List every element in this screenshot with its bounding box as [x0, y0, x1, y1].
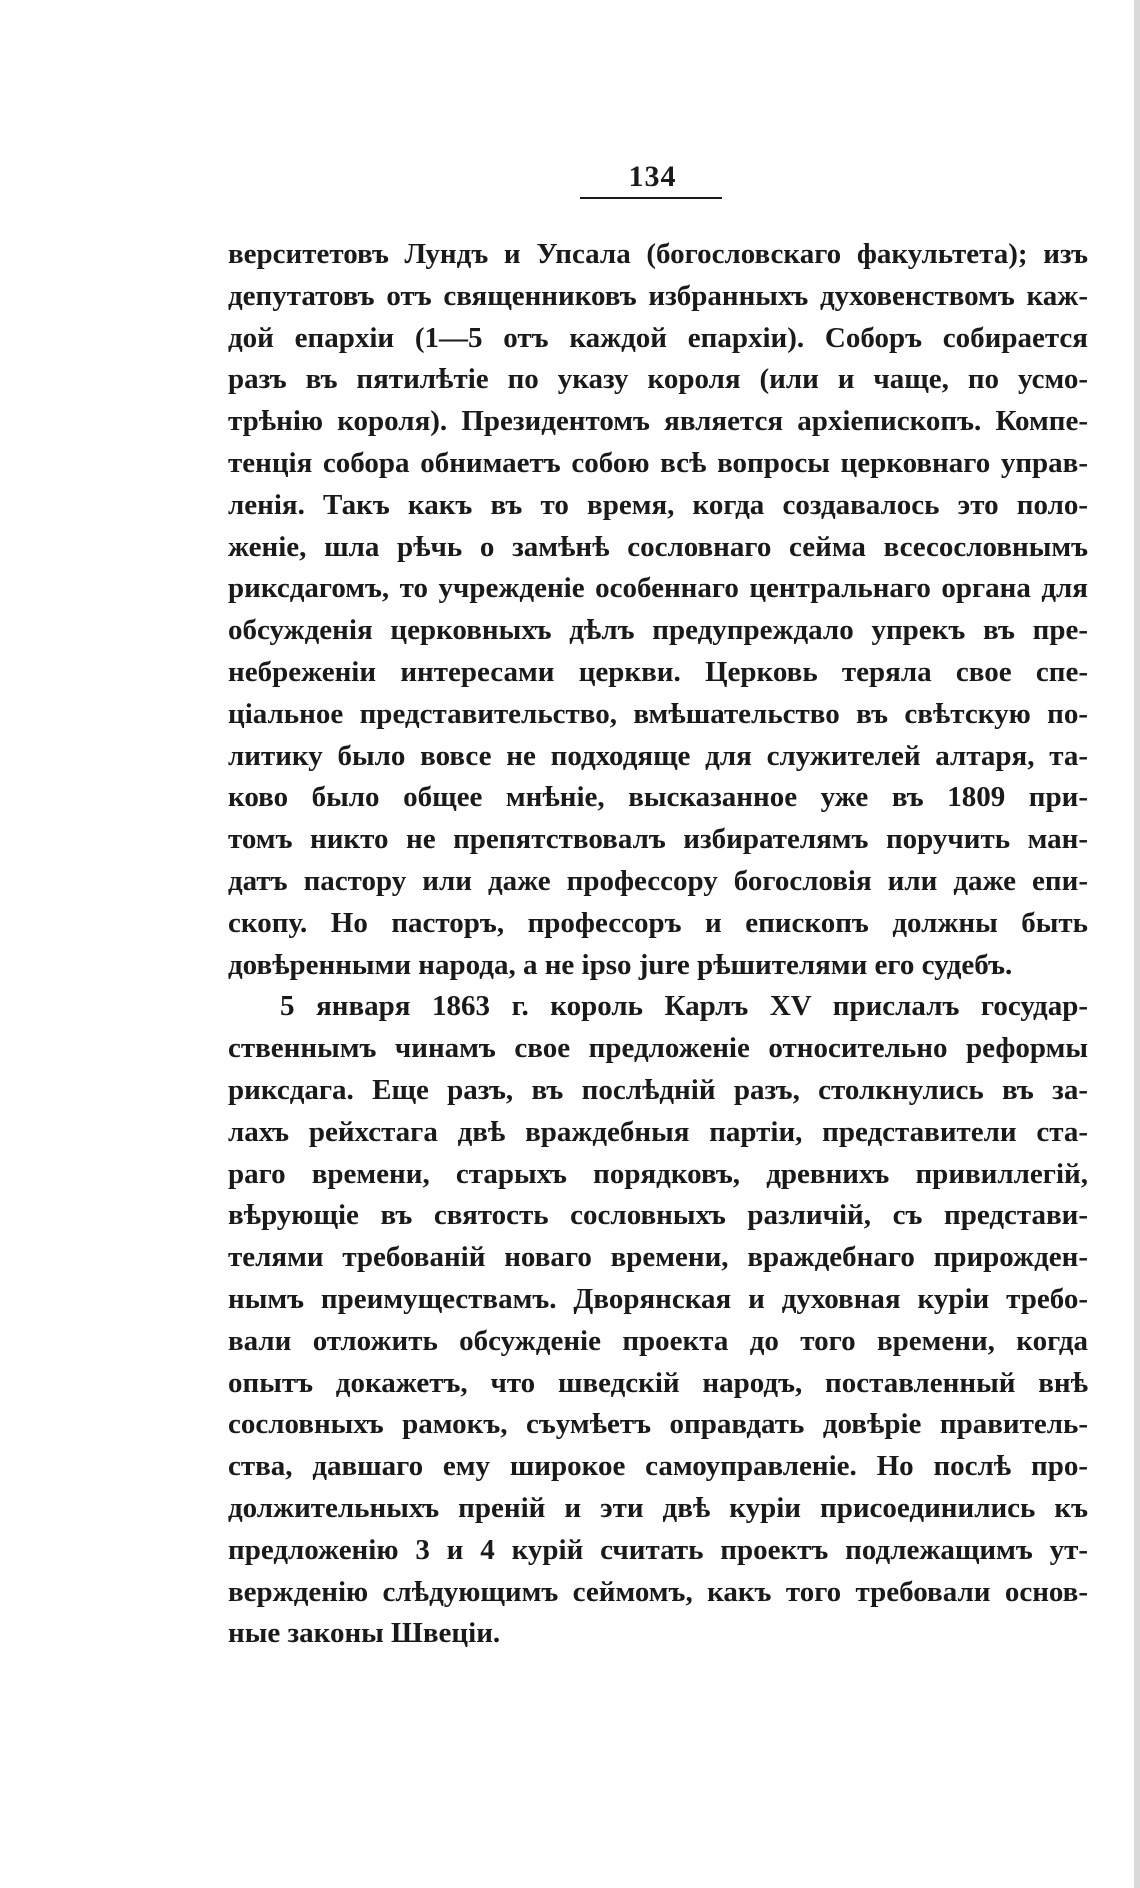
- text-line: тенція собора обнимаетъ собою всѣ вопросы церковнаго управ-: [228, 446, 1088, 479]
- text-line: женіе, шла рѣчь о замѣнѣ сословнаго сейма всесословнымъ: [228, 530, 1088, 563]
- text-line: ственнымъ чинамъ свое предложеніе относительно реформы: [228, 1032, 1088, 1065]
- text-line: ные законы Швеціи.: [228, 1617, 501, 1650]
- text-line: ленія. Такъ какъ въ то время, когда создавалось это поло-: [228, 488, 1088, 521]
- text-line: должительныхъ преній и эти двѣ куріи присоединились къ: [228, 1491, 1088, 1524]
- text-line: лахъ рейхстага двѣ враждебныя партіи, представители ста-: [228, 1115, 1088, 1148]
- text-line: нымъ преимуществамъ. Дворянская и духовная куріи требо-: [228, 1282, 1088, 1315]
- text-line: риксдагомъ, то учрежденіе особеннаго центральнаго органа для: [228, 572, 1088, 605]
- text-line: верситетовъ Лундъ и Упсала (богословскаго факультета); изъ: [228, 238, 1088, 270]
- text-line: томъ никто не препятствовалъ избирателямъ поручить ман-: [228, 823, 1088, 856]
- text-line: депутатовъ отъ священниковъ избранныхъ духовенствомъ каж-: [228, 279, 1088, 312]
- text-line: дой епархіи (1—5 отъ каждой епархіи). Соборъ собирается: [228, 321, 1088, 354]
- text-line: разъ въ пятилѣтіе по указу короля (или и чаще, по усмо-: [228, 363, 1088, 396]
- text-line: вали отложить обсужденіе проекта до того времени, когда: [228, 1324, 1088, 1357]
- text-line: вѣрующіе въ святость сословныхъ различій, съ представи-: [228, 1199, 1088, 1232]
- text-line: опытъ докажетъ, что шведскій народъ, поставленный внѣ: [228, 1366, 1088, 1399]
- body-text: [228, 234, 1088, 1655]
- text-line: скопу. Но пасторъ, профессоръ и епископъ должны быть: [228, 906, 1088, 939]
- text-line: сословныхъ рамокъ, съумѣетъ оправдать довѣріе правитель-: [228, 1408, 1088, 1441]
- page-number-rule: [580, 197, 722, 199]
- text-line: вержденію слѣдующимъ сеймомъ, какъ того требовали основ-: [228, 1575, 1088, 1608]
- text-line: датъ пастору или даже профессору богословія или даже епи-: [228, 864, 1088, 897]
- text-line: риксдага. Еще разъ, въ послѣдній разъ, столкнулись въ за-: [228, 1073, 1088, 1106]
- text-line: трѣнію короля). Президентомъ является архіепископъ. Компе-: [228, 405, 1088, 438]
- page-number: 134: [628, 160, 677, 193]
- page-edge-shadow: [1134, 0, 1140, 1888]
- text-line: ково было общее мнѣніе, высказанное уже въ 1809 при-: [228, 781, 1088, 814]
- text-line: довѣренными народа, а не ipso jure рѣшителями его судебъ.: [228, 948, 1013, 981]
- text-line: небреженіи интересами церкви. Церковь теряла свое спе-: [228, 655, 1088, 688]
- text-line: раго времени, старыхъ порядковъ, древнихъ привиллегій,: [228, 1157, 1088, 1190]
- text-line: ціальное представительство, вмѣшательство въ свѣтскую по-: [228, 697, 1088, 730]
- text-line: литику было вовсе не подходяще для служителей алтаря, та-: [228, 739, 1088, 772]
- paragraph-first-line: 5 января 1863 г. король Карлъ XV прислалъ государ-: [280, 990, 1088, 1023]
- text-line: ства, давшаго ему широкое самоуправленіе. Но послѣ про-: [228, 1450, 1088, 1483]
- text-line: предложенію 3 и 4 курій считать проектъ подлежащимъ ут-: [228, 1533, 1088, 1566]
- text-line: обсужденія церковныхъ дѣлъ предупреждало упрекъ въ пре-: [228, 614, 1088, 647]
- text-line: телями требованій новаго времени, враждебнаго прирожден-: [228, 1241, 1088, 1274]
